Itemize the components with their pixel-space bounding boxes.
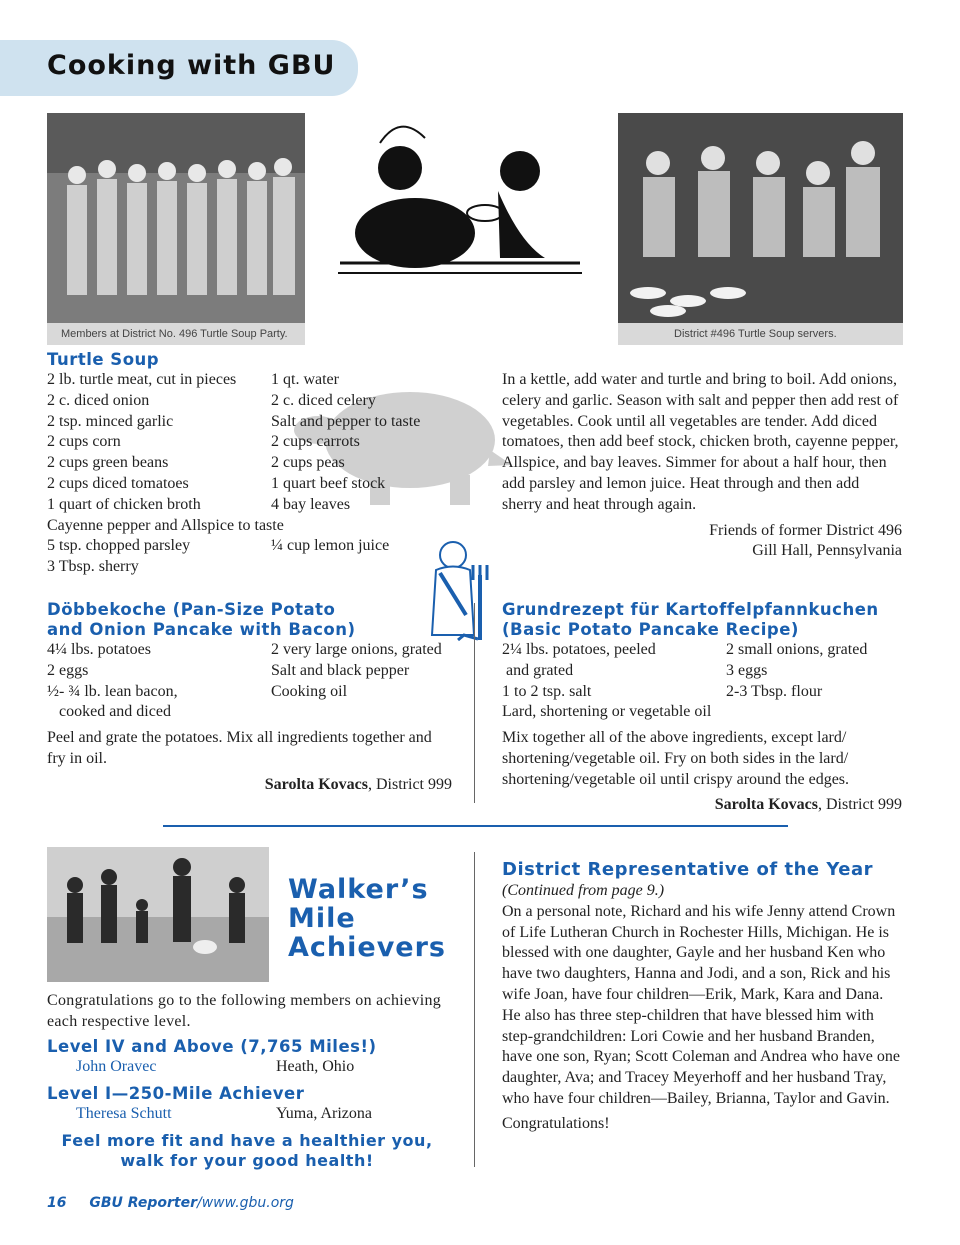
ingredient: 1 qt. water xyxy=(271,371,339,388)
grundrezept-credit xyxy=(502,795,902,816)
achiever-location: Heath, Ohio xyxy=(276,1057,355,1075)
ingredient-row xyxy=(47,682,452,703)
ingredient: Cooking oil xyxy=(271,682,348,700)
district-rep-closing: Congratulations! xyxy=(502,1114,610,1132)
ingredient: Salt and pepper to taste xyxy=(271,412,421,430)
ingredient-row xyxy=(502,661,902,682)
ingredient-row: Cayenne pepper and Allspice to taste xyxy=(47,516,284,534)
level-iv-heading: Level IV and Above (7,765 Miles!) xyxy=(47,1036,377,1056)
ingredient-row xyxy=(47,391,467,412)
achiever-row xyxy=(47,1057,447,1078)
turtle-soup-directions: In a kettle, add water and turtle and bring to boil. Add onions, celery and garlic. Season with salt and pepper then add rest of vegetables. Cook until all vegetables are tender. Add diced tomatoes, then add beef stock, chicken broth, cayenne pepper, Allspice, and bay leaves. Simmer for about a half hour, then add parsley and lemon juice. Heat through and then add sherry and heat through again. xyxy=(502,371,899,513)
grundrezept-directions: Mix together all of the above ingredients, except lard/ shortening/vegetable oil. Fry on both sides in the lard/ shortening/vegetable oil until crispy around the edges. xyxy=(502,729,850,788)
publication-name: GBU Reporter xyxy=(89,1195,198,1211)
section-title: Cooking with GBU xyxy=(47,50,336,81)
ingredient: 2 cups carrots xyxy=(271,433,360,451)
walkers-title-line3: Achievers xyxy=(288,932,446,963)
turtle-soup-directions-block xyxy=(502,370,902,562)
district-rep-title: District Representative of the Year xyxy=(502,859,873,880)
ingredient-row xyxy=(47,640,452,661)
grundrezept-title-line2: (Basic Potato Pancake Recipe) xyxy=(502,620,799,639)
walkers-title-line2: Mile xyxy=(288,903,356,934)
district-rep-body: On a personal note, Richard and his wife Jenny attend Crown of Life Lutheran Church in Rochester Hills, Michigan. He is blessed with one daughter, Gayle and her husband Ken who have two daughters, Hanna and Jodi, and a son, Rick and his wife Joan, have four children—Erik, Mark, Kara and Dana. He also has three step-children that have blessed him with step-grandchildren: Lori Cowie and her husband Branden, have one son, Ryan; Scott Coleman and Andrea who have one daughter, Ava; and Tracey Meyerhoff and her husband Tray, who have four children—Bailey, Brianna, Taylor and Gavin. xyxy=(502,902,900,1107)
ingredient-row xyxy=(47,661,452,682)
walk-slogan-line2: walk for your good health! xyxy=(120,1151,374,1171)
servers-photo-image xyxy=(618,113,903,323)
turtle-soup-ingredients xyxy=(47,370,467,578)
ingredient-row xyxy=(47,495,467,516)
ingredient: 2 cups corn xyxy=(47,433,121,451)
dobbekoche-directions: Peel and grate the potatoes. Mix all ingredients together and fry in oil. xyxy=(47,729,432,767)
chef-cartoon xyxy=(330,113,595,278)
ingredient: 3 eggs xyxy=(726,661,768,679)
achiever-row xyxy=(47,1104,447,1125)
soup-servers-photo xyxy=(618,113,903,345)
ingredient-row xyxy=(47,474,467,495)
ingredient: cooked and diced xyxy=(47,703,171,721)
ingredient-row xyxy=(47,412,467,433)
level-i-heading: Level I—250-Mile Achiever xyxy=(47,1084,305,1104)
page-number: 16 xyxy=(47,1195,67,1211)
ingredient: 1 quart of chicken broth xyxy=(47,495,201,513)
ingredient: 2 cups green beans xyxy=(47,454,169,472)
ingredient-row xyxy=(47,536,467,557)
ingredient: 3 Tbsp. sherry xyxy=(47,558,139,576)
ingredient: 2 cups diced tomatoes xyxy=(47,474,189,492)
ingredient: ½- ¾ lb. lean bacon, xyxy=(47,682,178,700)
walkers-intro: Congratulations go to the following members on achieving each respective level. xyxy=(47,992,442,1030)
ingredient: 2¼ lbs. potatoes, peeled xyxy=(502,641,656,658)
ingredient: 2 small onions, grated xyxy=(726,641,868,658)
ingredient-row xyxy=(47,557,467,578)
ingredient: 2 cups peas xyxy=(271,454,345,472)
ingredient-row xyxy=(47,370,467,391)
ingredient: 5 tsp. chopped parsley xyxy=(47,537,191,555)
ingredient-row: Lard, shortening or vegetable oil xyxy=(502,703,712,721)
ingredient: 2 c. diced celery xyxy=(271,391,376,409)
grundrezept-ingredients xyxy=(502,640,902,723)
ingredient: 4 bay leaves xyxy=(271,495,351,513)
credit-district: , District 999 xyxy=(818,795,902,813)
walkers-title xyxy=(288,875,446,962)
turtle-soup-recipe xyxy=(47,350,467,578)
dobbekoche-title-line1: Döbbekoche (Pan-Size Potato xyxy=(47,600,336,619)
page-footer xyxy=(47,1195,294,1211)
walk-slogan-line1: Feel more fit and have a healthier you, xyxy=(61,1131,433,1151)
ingredient: ¼ cup lemon juice xyxy=(271,537,390,555)
ingredient: Salt and black pepper xyxy=(271,661,410,679)
achiever-name: John Oravec xyxy=(76,1057,157,1075)
district-rep-article xyxy=(502,859,902,1135)
ingredient-row xyxy=(502,682,902,703)
dobbekoche-ingredients xyxy=(47,640,452,723)
ingredient: 4¼ lbs. potatoes xyxy=(47,641,151,658)
ingredient: 2 c. diced onion xyxy=(47,391,150,409)
credit-district: , District 999 xyxy=(368,775,452,793)
ingredient-row xyxy=(47,432,467,453)
credit-name: Sarolta Kovacs xyxy=(264,775,368,793)
publication-url[interactable]: /www.gbu.org xyxy=(197,1195,294,1211)
left-photo-caption: Members at District No. 496 Turtle Soup Party. xyxy=(61,328,288,340)
turtle-soup-title: Turtle Soup xyxy=(47,350,160,369)
group-photo-image xyxy=(47,113,305,323)
ingredient: 1 to 2 tsp. salt xyxy=(502,682,592,700)
ingredient: 2 lb. turtle meat, cut in pieces xyxy=(47,371,237,388)
dobbekoche-title-line2: and Onion Pancake with Bacon) xyxy=(47,620,356,639)
ingredient: 2-3 Tbsp. flour xyxy=(726,682,823,700)
achiever-location: Yuma, Arizona xyxy=(276,1105,372,1123)
column-divider-top xyxy=(474,603,475,803)
walkers-title-line1: Walker’s xyxy=(288,874,429,905)
walkers-photo xyxy=(47,847,269,982)
column-divider-bottom xyxy=(474,852,475,1167)
section-header-tab xyxy=(0,40,358,96)
members-party-photo xyxy=(47,113,305,345)
ingredient-row xyxy=(502,640,902,661)
walkers-section xyxy=(47,991,447,1171)
ingredient: 1 quart beef stock xyxy=(271,474,386,492)
credit-name: Sarolta Kovacs xyxy=(714,795,818,813)
ingredient: 2 tsp. minced garlic xyxy=(47,412,174,430)
ingredient: 2 eggs xyxy=(47,661,89,679)
grundrezept-title-line1: Grundrezept für Kartoffelpfannkuchen xyxy=(502,600,879,619)
turtle-soup-credit-line2: Gill Hall, Pennsylvania xyxy=(752,542,902,560)
grundrezept-recipe xyxy=(502,600,902,815)
dobbekoche-credit xyxy=(47,775,452,796)
continued-note: (Continued from page 9.) xyxy=(502,882,665,899)
section-divider xyxy=(163,825,788,827)
turtle-soup-credit-line1: Friends of former District 496 xyxy=(709,521,902,539)
ingredient-row xyxy=(47,453,467,474)
ingredient: and grated xyxy=(502,661,574,679)
right-photo-caption: District #496 Turtle Soup servers. xyxy=(674,328,837,340)
ingredient: 2 very large onions, grated xyxy=(271,641,442,658)
dobbekoche-recipe xyxy=(47,600,452,796)
achiever-name: Theresa Schutt xyxy=(76,1105,172,1123)
ingredient-row xyxy=(47,702,452,723)
